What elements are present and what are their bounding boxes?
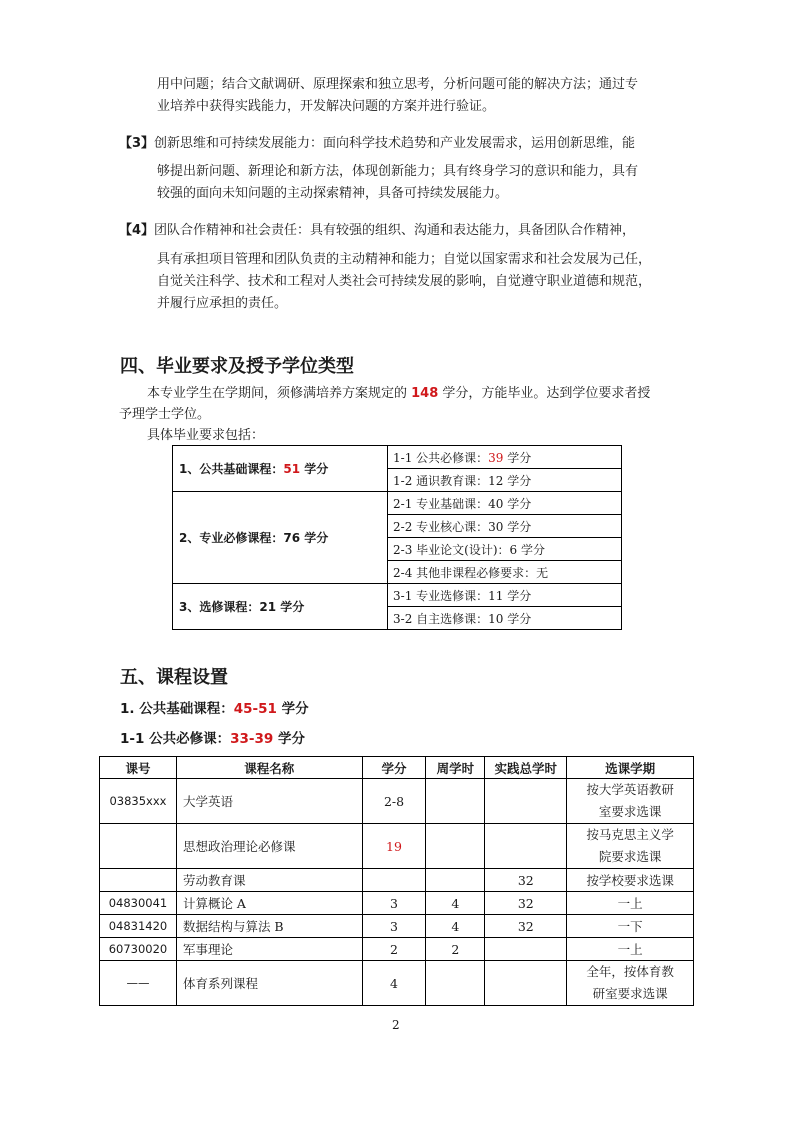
item-credits: 6 [509, 542, 518, 557]
table-header-row [100, 757, 694, 779]
ability-4 [119, 220, 635, 242]
course-weekly [426, 824, 485, 869]
item-2-4 [388, 561, 622, 584]
course-practice: 32 [485, 869, 567, 892]
subsection-unit: 学分 [273, 731, 305, 747]
course-name: 数据结构与算法 B [176, 915, 362, 938]
item-text: 2-3 毕业论文(设计)： [393, 542, 510, 557]
course-credit: 3 [362, 892, 426, 915]
subsection-credits: 45-51 [233, 701, 277, 717]
ability-4-line-1: 团队合作精神和社会责任：具有较强的组织、沟通和表达能力，具备团队合作精神， [154, 223, 636, 238]
course-code: 04830041 [100, 892, 177, 915]
course-semester [567, 961, 694, 1006]
ability-3-marker: 【3】 [119, 136, 155, 151]
section-4-para-line-1 [147, 383, 650, 405]
group-label-unit: 学分 [300, 462, 329, 476]
course-semester [567, 779, 694, 824]
course-semester: 一下 [567, 915, 694, 938]
course-credit: 2-8 [362, 779, 426, 824]
course-code: 04831420 [100, 915, 177, 938]
item-1-1 [388, 446, 622, 469]
item-credits: 30 [488, 519, 504, 534]
course-code [100, 869, 177, 892]
item-credits: 11 [488, 588, 504, 603]
course-practice [485, 779, 567, 824]
intro-line-1: 用中问题；结合文献调研、原理探索和独立思考，分析问题可能的解决方法；通过专 [157, 77, 639, 92]
course-code: 60730020 [100, 938, 177, 961]
header-credit: 学分 [362, 757, 426, 779]
header-practice: 实践总学时 [485, 757, 567, 779]
graduation-requirements-table [172, 445, 622, 630]
semester-line: 室要求选课 [598, 804, 662, 819]
subsection-label: 1-1 公共必修课： [120, 731, 231, 747]
item-3-1 [388, 584, 622, 607]
course-table [99, 756, 694, 1006]
group-label-unit: 学分 [276, 600, 305, 614]
header-code: 课号 [100, 757, 177, 779]
item-unit: 学分 [503, 450, 532, 465]
group-label-credits: 21 [259, 600, 277, 614]
header-name: 课程名称 [176, 757, 362, 779]
subsection-label: 1. 公共基础课程： [120, 701, 234, 717]
course-weekly: 4 [426, 892, 485, 915]
course-name: 思想政治理论必修课 [176, 824, 362, 869]
course-practice [485, 824, 567, 869]
table-row [100, 779, 694, 824]
item-text: 1-1 公共必修课： [393, 450, 489, 465]
course-name: 军事理论 [176, 938, 362, 961]
semester-line: 按马克思主义学 [586, 827, 674, 842]
table-row [100, 824, 694, 869]
table-row [173, 584, 622, 607]
intro-paragraph [157, 74, 638, 118]
course-practice: 32 [485, 892, 567, 915]
semester-line: 按大学英语教研 [586, 782, 674, 797]
intro-line-2: 业培养中获得实践能力，开发解决问题的方案并进行验证。 [157, 99, 496, 114]
ability-3 [119, 133, 635, 155]
table-row [100, 961, 694, 1006]
course-weekly [426, 961, 485, 1006]
course-practice: 32 [485, 915, 567, 938]
course-semester: 一上 [567, 938, 694, 961]
ability-3-line-2: 够提出新问题、新理论和新方法，体现创新能力；具有终身学习的意识和能力，具有 [157, 164, 639, 179]
group-3-label [173, 584, 388, 630]
item-unit: 学分 [503, 473, 532, 488]
ability-4-marker: 【4】 [119, 223, 155, 238]
group-label-text: 3、选修课程： [179, 600, 260, 614]
table-row [100, 892, 694, 915]
course-weekly [426, 869, 485, 892]
item-credits: 12 [488, 473, 504, 488]
para-text-a: 本专业学生在学期间，须修满培养方案规定的 [147, 386, 412, 401]
section-4-para-line-3: 具体毕业要求包括： [147, 428, 265, 443]
course-name: 体育系列课程 [176, 961, 362, 1006]
item-text: 3-1 专业选修课： [393, 588, 489, 603]
semester-line: 研室要求选课 [592, 986, 668, 1001]
course-semester [567, 824, 694, 869]
item-unit: 学分 [517, 542, 545, 557]
item-credits: 10 [488, 611, 504, 626]
course-weekly: 4 [426, 915, 485, 938]
table-row [173, 492, 622, 515]
course-practice [485, 938, 567, 961]
ability-4-line-4: 并履行应承担的责任。 [157, 296, 288, 311]
group-label-text: 1、公共基础课程： [179, 462, 284, 476]
section-5-title: 五、课程设置 [120, 667, 228, 688]
subsection-unit: 学分 [276, 701, 309, 717]
course-semester: 一上 [567, 892, 694, 915]
para-text-b: 学分，方能毕业。达到学位要求者授 [438, 386, 651, 401]
item-unit: 学分 [503, 496, 532, 511]
item-text: 1-2 通识教育课： [393, 473, 489, 488]
item-text: 3-2 自主选修课： [393, 611, 489, 626]
course-credit: 19 [362, 824, 426, 869]
group-label-credits: 51 [283, 462, 301, 476]
subsection-public-required [120, 727, 305, 747]
table-row [173, 446, 622, 469]
course-credit [362, 869, 426, 892]
course-name: 计算概论 A [176, 892, 362, 915]
item-3-2 [388, 607, 622, 630]
course-name: 大学英语 [176, 779, 362, 824]
semester-line: 院要求选课 [598, 849, 662, 864]
ability-3-line-3: 较强的面向未知问题的主动探索精神，具备可持续发展能力。 [157, 186, 509, 201]
item-1-2 [388, 469, 622, 492]
item-unit: 学分 [503, 519, 532, 534]
course-code [100, 824, 177, 869]
section-4-title: 四、毕业要求及授予学位类型 [120, 356, 354, 377]
group-label-text: 2、专业必修课程： [179, 531, 284, 545]
ability-3-continuation [157, 161, 638, 205]
table-row [100, 869, 694, 892]
semester-line: 全年，按体育教 [586, 964, 674, 979]
group-1-label [173, 446, 388, 492]
subsection-public-basic [120, 697, 309, 717]
table-row [100, 915, 694, 938]
item-text: 2-2 专业核心课： [393, 519, 489, 534]
course-semester: 按学校要求选课 [567, 869, 694, 892]
course-weekly: 2 [426, 938, 485, 961]
section-4-para-line-2: 予理学士学位。 [119, 407, 211, 422]
course-credit: 4 [362, 961, 426, 1006]
group-label-credits: 76 [283, 531, 301, 545]
item-text: 2-4 其他非课程必修要求：无 [393, 565, 549, 580]
total-credits: 148 [411, 386, 439, 401]
ability-4-line-3: 自觉关注科学、技术和工程对人类社会可持续发展的影响，自觉遵守职业道德和规范， [157, 274, 652, 289]
group-2-label [173, 492, 388, 584]
course-credit: 3 [362, 915, 426, 938]
header-weekly: 周学时 [426, 757, 485, 779]
ability-4-continuation [157, 249, 651, 315]
course-credit: 2 [362, 938, 426, 961]
item-2-1 [388, 492, 622, 515]
ability-4-line-2: 具有承担项目管理和团队负责的主动精神和能力；自觉以国家需求和社会发展为己任， [157, 252, 652, 267]
item-credits: 39 [488, 450, 504, 465]
group-label-unit: 学分 [300, 531, 329, 545]
ability-3-line-1: 创新思维和可持续发展能力：面向科学技术趋势和产业发展需求，运用创新思维，能 [154, 136, 636, 151]
subsection-credits: 33-39 [230, 731, 274, 747]
header-semester: 选课学期 [567, 757, 694, 779]
course-name: 劳动教育课 [176, 869, 362, 892]
item-text: 2-1 专业基础课： [393, 496, 489, 511]
item-credits: 40 [488, 496, 504, 511]
course-code: 03835xxx [100, 779, 177, 824]
item-2-3 [388, 538, 622, 561]
item-unit: 学分 [503, 588, 532, 603]
page-number: 2 [392, 1018, 400, 1032]
course-code: —— [100, 961, 177, 1006]
course-practice [485, 961, 567, 1006]
table-row [100, 938, 694, 961]
item-2-2 [388, 515, 622, 538]
course-weekly [426, 779, 485, 824]
item-unit: 学分 [503, 611, 532, 626]
